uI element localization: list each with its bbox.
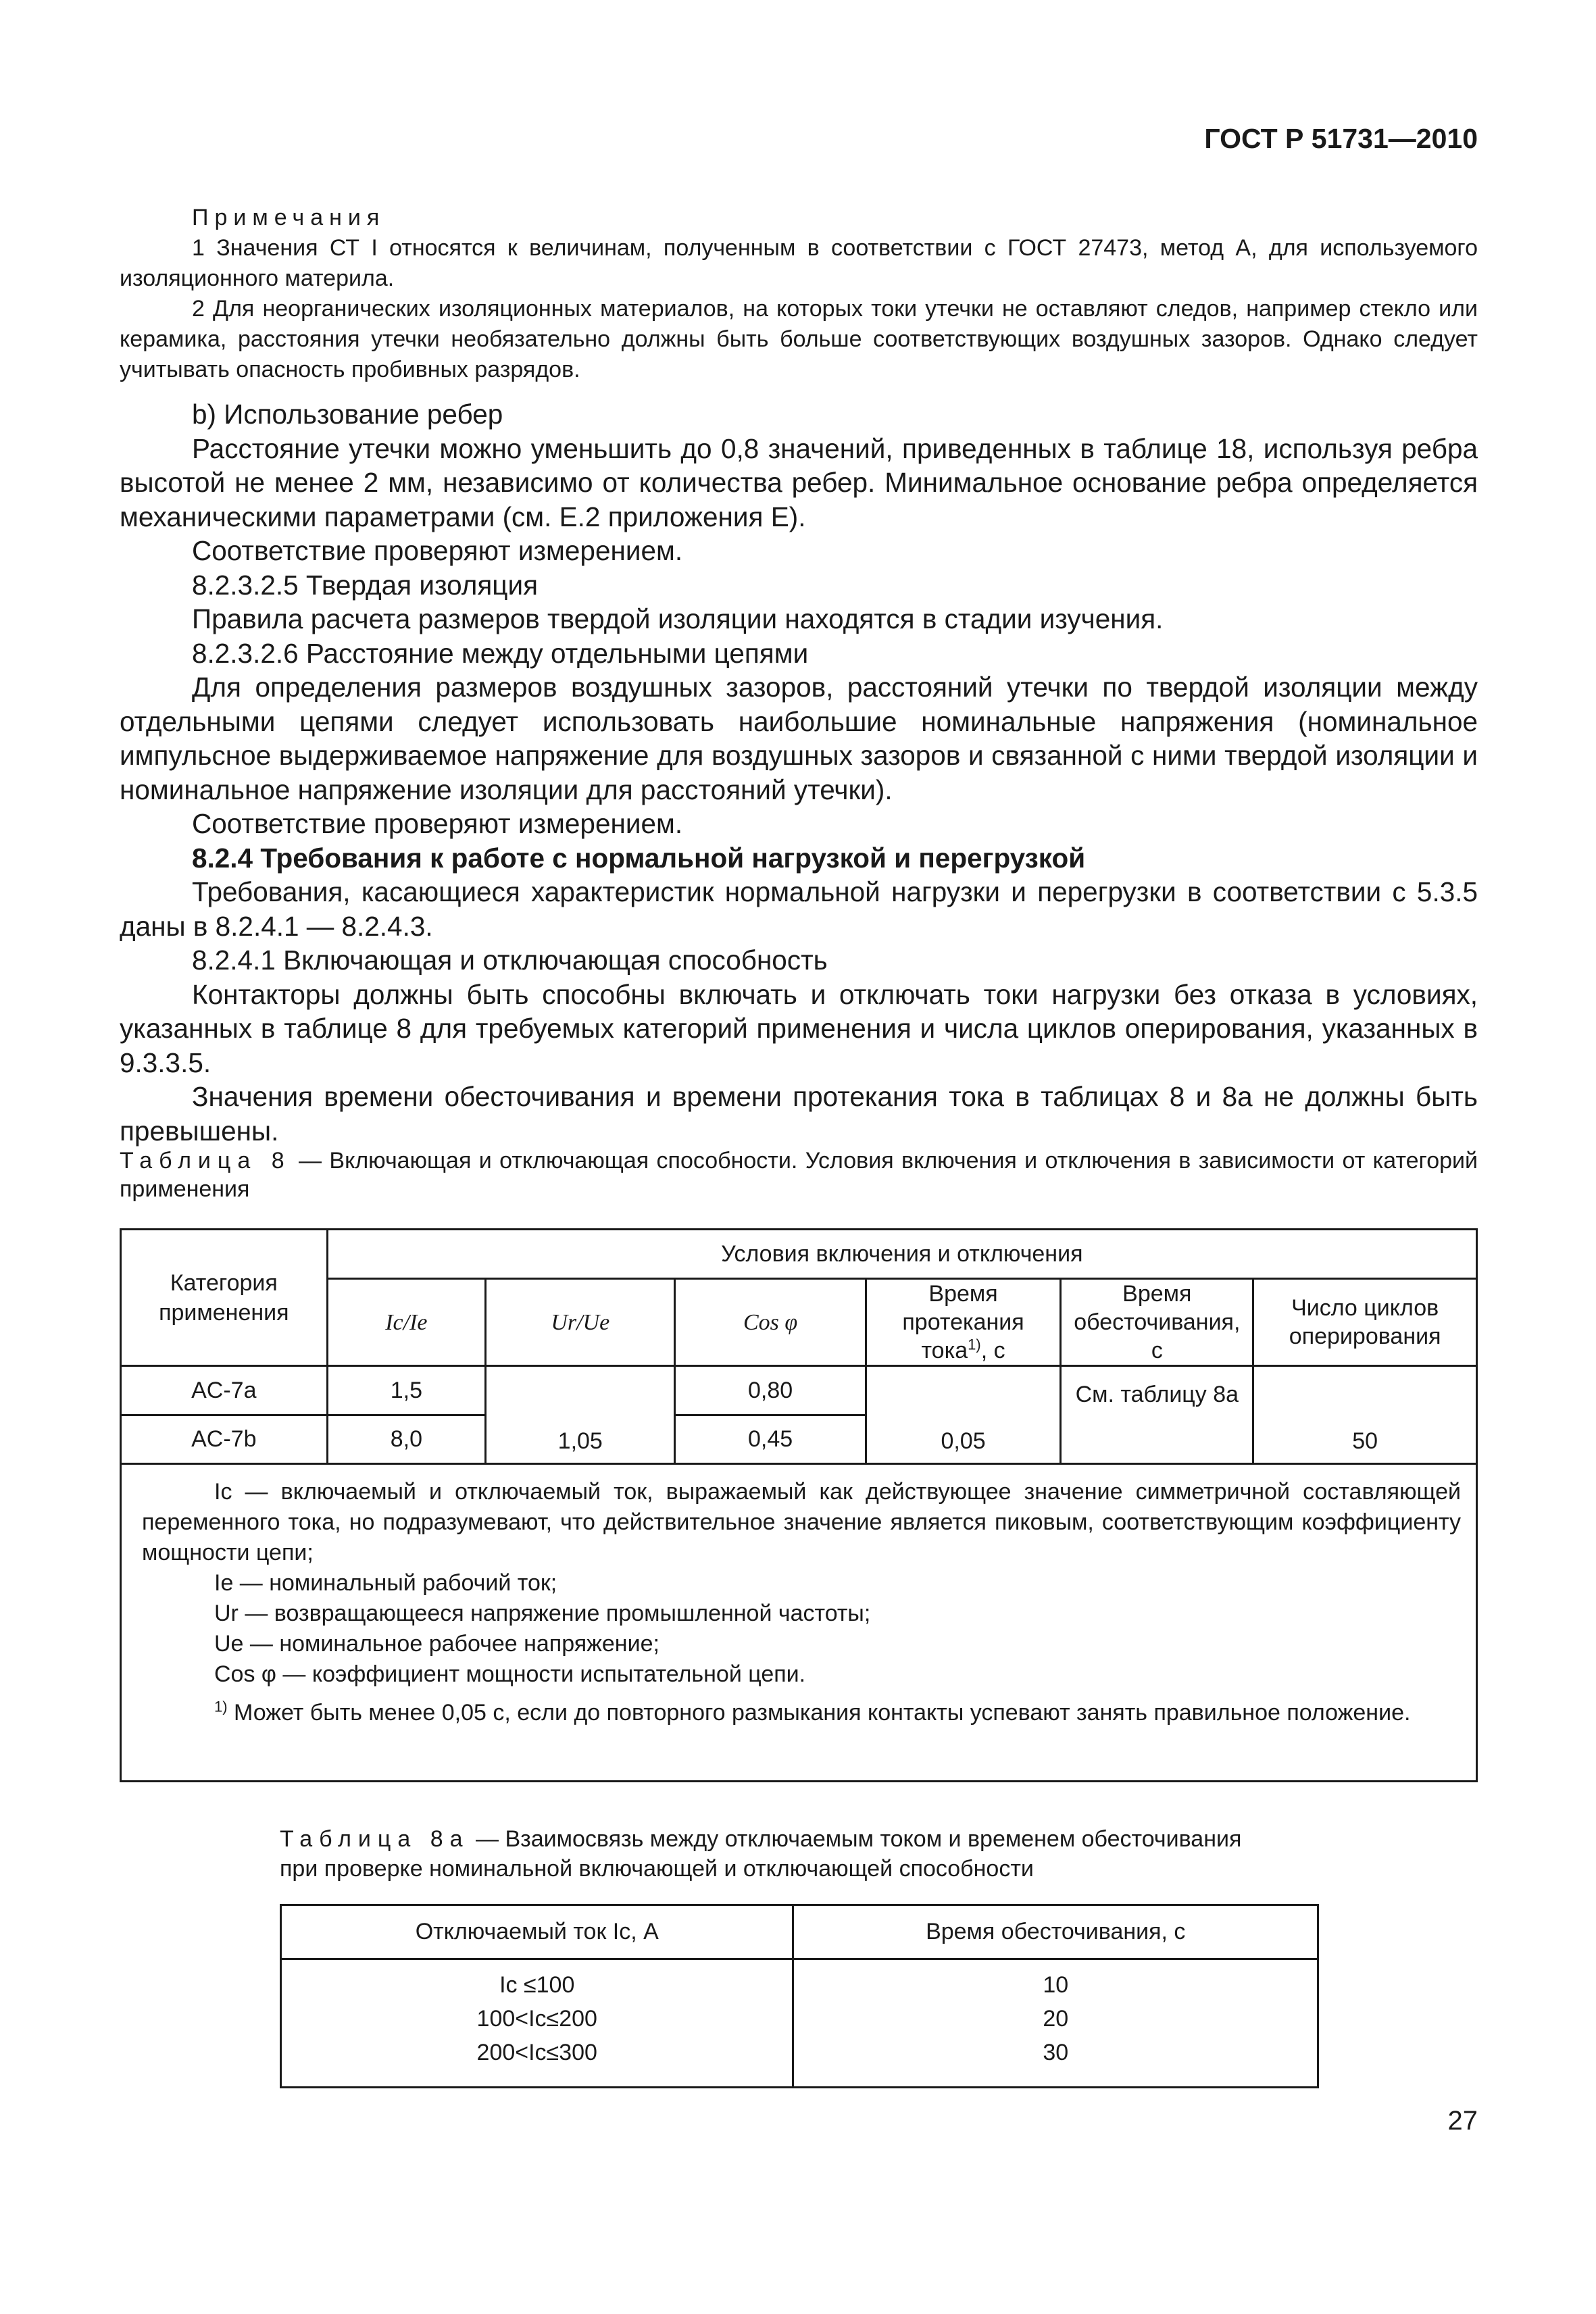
paragraph: Для определения размеров воздушных зазоров, расстояний утечки по твердой изоляции между отдельными цепями следует использовать наибольшие номинальные напряжения (номинальное импульсное выдерживаемое напряжение для воздушных зазоров и связанной с ними твердой изоляции и номинальное напряжение изоляции для расстояний утечки). xyxy=(120,672,1478,805)
table-8a-caption: Таблица 8а — Взаимосвязь между отключаемым током и временем обесточивания при проверке номинальной включающей и отключающей способности xyxy=(280,1826,1242,1882)
table-8a-caption-label: Таблица 8а xyxy=(280,1826,470,1852)
cell-cycles: 50 xyxy=(1253,1366,1477,1464)
paragraph: Контакторы должны быть способны включать и отключать токи нагрузки без отказа в условиях, указанных в таблице 8 для требуемых категорий применения и числа циклов оперирования, указанных в 9.3.3.5. xyxy=(120,978,1478,1078)
cell-ic-ie: 1,5 xyxy=(327,1366,485,1415)
cell-time-flow: 0,05 xyxy=(866,1366,1061,1464)
body-text xyxy=(120,397,1478,1148)
paragraph: Правила расчета размеров твердой изоляции находятся в стадии изучения. xyxy=(192,603,1164,634)
header-deenergize-time: Время обесточивания, с xyxy=(793,1905,1318,1959)
section-heading: 8.2.3.2.5 Твердая изоляция xyxy=(192,569,539,601)
time-value: 10 xyxy=(1043,1972,1069,1998)
cell-ur-ue: 1,05 xyxy=(486,1366,675,1464)
header-conditions: Условия включения и отключения xyxy=(327,1230,1476,1279)
header-ur-ue: Ur/Ue xyxy=(486,1279,675,1366)
time-value: 30 xyxy=(1043,2040,1069,2065)
paragraph: Расстояние утечки можно уменьшить до 0,8 значений, приведенных в таблице 18, используя ребра высотой не менее 2 мм, независимо от количества ребер. Минимальное основание ребра определяется механическими параметрами (см. Е.2 приложения Е). xyxy=(120,432,1478,532)
header-time-deenergize: Время обесточивания, с xyxy=(1061,1279,1253,1366)
paragraph: Соответствие проверяют измерением. xyxy=(192,808,683,839)
time-value: 20 xyxy=(1043,2006,1069,2032)
legend-cos: Cos φ — коэффициент мощности испытательной цепи. xyxy=(214,1661,806,1687)
section-heading-bold: 8.2.4 Требования к работе с нормальной нагрузкой и перегрузкой xyxy=(192,842,1086,874)
current-range: 100<Ic≤200 xyxy=(476,2006,597,2032)
table-8-caption-text: — Включающая и отключающая способности. Условия включения и отключения в зависимости от категорий применения xyxy=(120,1148,1478,1202)
cell-cos-phi: 0,80 xyxy=(675,1366,866,1415)
table-8-legend xyxy=(121,1464,1477,1782)
legend-ur: Ur — возвращающееся напряжение промышленной частоты; xyxy=(214,1601,871,1626)
table-8-caption-label: Таблица 8 xyxy=(120,1148,291,1174)
paragraph: Соответствие проверяют измерением. xyxy=(192,535,683,566)
notes-block xyxy=(120,203,1478,385)
table-8-footnote: $^{1)}$ Может быть менее 0,05 с, если до повторного размыкания контакты успевают занять правильное положение. xyxy=(214,1698,1411,1726)
note-1: 1 Значения СТ I относятся к величинам, полученным в соответствии с ГОСТ 27473, метод А, для используемого изоляционного материла. xyxy=(120,235,1478,291)
paragraph: Значения времени обесточивания и времени протекания тока в таблицах 8 и 8а не должны быть превышены. xyxy=(120,1081,1478,1147)
table-8 xyxy=(120,1228,1478,1782)
paragraph: b) Использование ребер xyxy=(192,399,503,430)
note-2: 2 Для неорганических изоляционных материалов, на которых токи утечки не оставляют следов, например стекло или керамика, расстояния утечки необязательно должны быть больше соответствующих воздушных зазоров. Однако следует учитывать опасность пробивных разрядов. xyxy=(120,296,1478,382)
legend-ue: Ue — номинальное рабочее напряжение; xyxy=(214,1631,659,1657)
table-8a xyxy=(280,1904,1319,2088)
cell-category: AC-7b xyxy=(121,1415,328,1464)
header-time-flow: Время протекания тока$^{1)}$, с xyxy=(866,1279,1061,1366)
legend-ic: Ic — включаемый и отключаемый ток, выражаемый как действующее значение симметричной составляющей переменного тока, но подразумевают, что действительное значение является пиковым, соответствующим коэффициенту мощности цепи; xyxy=(142,1479,1461,1565)
cell-time-deenergize: См. таблицу 8a xyxy=(1061,1366,1253,1464)
cell-cos-phi: 0,45 xyxy=(675,1415,866,1464)
current-range: 200<Ic≤300 xyxy=(476,2040,597,2065)
page-number: 27 xyxy=(1447,2106,1478,2136)
section-heading: 8.2.4.1 Включающая и отключающая способность xyxy=(192,945,828,976)
current-range: Ic ≤100 xyxy=(499,1972,575,1998)
paragraph: Требования, касающиеся характеристик нормальной нагрузки и перегрузки в соответствии с 5.3.5 даны в 8.2.4.1 — 8.2.4.3. xyxy=(120,876,1478,942)
header-current: Отключаемый ток Ic, А xyxy=(281,1905,793,1959)
header-cycles: Число циклов оперирования xyxy=(1253,1279,1477,1366)
section-heading: 8.2.3.2.6 Расстояние между отдельными цепями xyxy=(192,637,809,669)
header-category: Категория применения xyxy=(121,1230,328,1366)
cell-ic-ie: 8,0 xyxy=(327,1415,485,1464)
notes-heading: Примечания xyxy=(192,205,386,230)
cell-time-list xyxy=(793,1959,1318,2088)
header-cos-phi: Cos φ xyxy=(675,1279,866,1366)
table-8-caption xyxy=(120,1147,1478,1203)
cell-category: AC-7a xyxy=(121,1366,328,1415)
header-ic-ie: Ic/Ie xyxy=(327,1279,485,1366)
cell-current-list xyxy=(281,1959,793,2088)
document-id-header: ГОСТ Р 51731—2010 xyxy=(1204,123,1478,154)
legend-ie: Ie — номинальный рабочий ток; xyxy=(214,1570,557,1596)
